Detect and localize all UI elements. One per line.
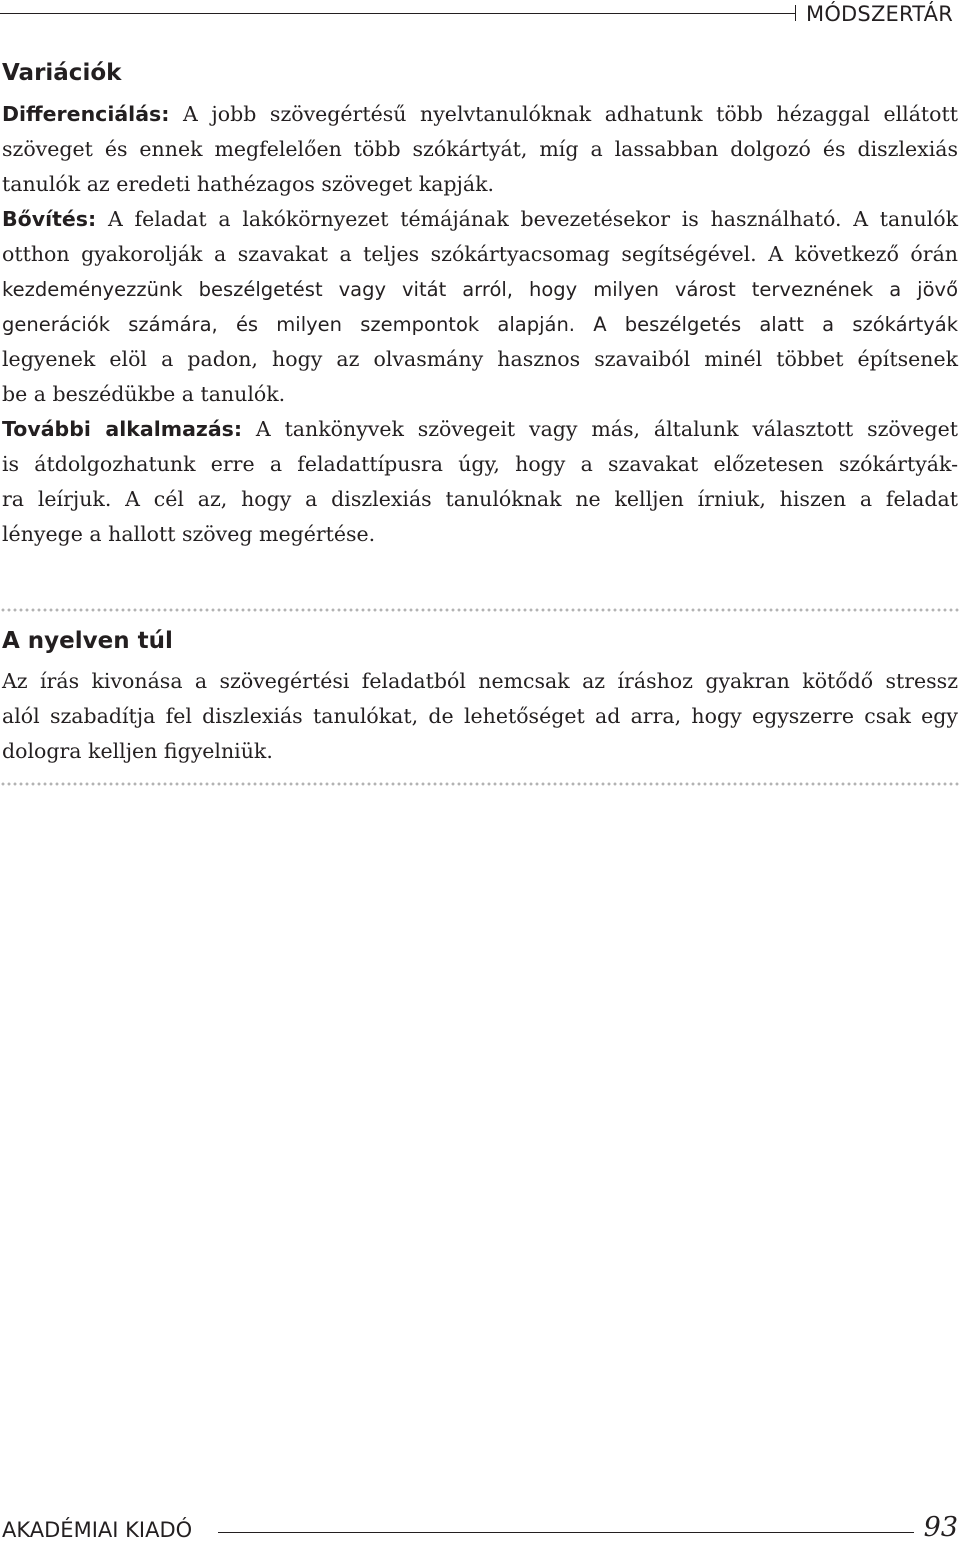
header-rule: [0, 13, 795, 14]
section-title-beyond-language: A nyelven túl: [2, 628, 173, 654]
further-use-label: További alkalmazás:: [2, 417, 243, 441]
paragraph-further-use-line: További alkalmazás: A tankönyvek szövegeit vagy más, általunk választott szöveget: [2, 417, 958, 441]
paragraph-expansion-line: kezdeményezzünk beszélgetést vagy vitát arról, hogy milyen várost terveznének a jövő: [2, 278, 958, 301]
paragraph-further-use-line: lényege a hallott szöveg megértése.: [2, 522, 376, 546]
dotted-separator-bottom: [0, 782, 960, 786]
paragraph-beyond-language-line: dologra kelljen figyelniük.: [2, 739, 273, 763]
footer-rule: [218, 1532, 914, 1533]
header-divider-tick: [795, 5, 796, 21]
page-number: 93: [923, 1512, 958, 1543]
beyond-language-body: [2, 664, 958, 769]
paragraph-expansion-line: generációk számára, és milyen szempontok alapján. A beszélgetés alatt a szókártyák: [2, 313, 958, 336]
differentiation-label: Differenciálás:: [2, 102, 170, 126]
paragraph-differentiation-line: szöveget és ennek megfelelően több szókártyát, míg a lassabban dolgozó és diszlexiás: [2, 137, 958, 161]
paragraph-expansion-line: be a beszédükbe a tanulók.: [2, 382, 286, 406]
paragraph-expansion-line: legyenek elöl a padon, hogy az olvasmány hasznos szavaiból minél többet építsenek: [2, 347, 958, 371]
paragraph-differentiation-line: tanulók az eredeti hathézagos szöveget kapják.: [2, 172, 495, 196]
running-header-section: MÓDSZERTÁR: [806, 2, 954, 26]
expansion-label: Bővítés:: [2, 207, 97, 231]
paragraph-further-use-line: is átdolgozhatunk erre a feladattípusra úgy, hogy a szavakat előzetesen szókártyák-: [2, 452, 958, 476]
dotted-separator-top: [0, 608, 960, 612]
section-title-variations: Variációk: [2, 60, 122, 86]
paragraph-differentiation-line: Differenciálás: A jobb szövegértésű nyelvtanulóknak adhatunk több hézaggal ellátott: [2, 102, 958, 126]
paragraph-beyond-language-line: alól szabadítja fel diszlexiás tanulókat, de lehetőséget ad arra, hogy egyszerre csak egy: [2, 704, 958, 728]
paragraph-expansion-line: Bővítés: A feladat a lakókörnyezet témájának bevezetésekor is használható. A tanulók: [2, 207, 958, 231]
paragraph-beyond-language-line: Az írás kivonása a szövegértési feladatból nemcsak az íráshoz gyakran kötődő stressz: [2, 669, 958, 693]
paragraph-further-use-line: ra leírjuk. A cél az, hogy a diszlexiás tanulóknak ne kelljen írniuk, hiszen a feladat: [2, 487, 958, 511]
variations-body: [2, 97, 958, 552]
footer-publisher: AKADÉMIAI KIADÓ: [2, 1518, 193, 1542]
paragraph-expansion-line: otthon gyakorolják a szavakat a teljes szókártyacsomag segítségével. A következő órán: [2, 242, 958, 266]
